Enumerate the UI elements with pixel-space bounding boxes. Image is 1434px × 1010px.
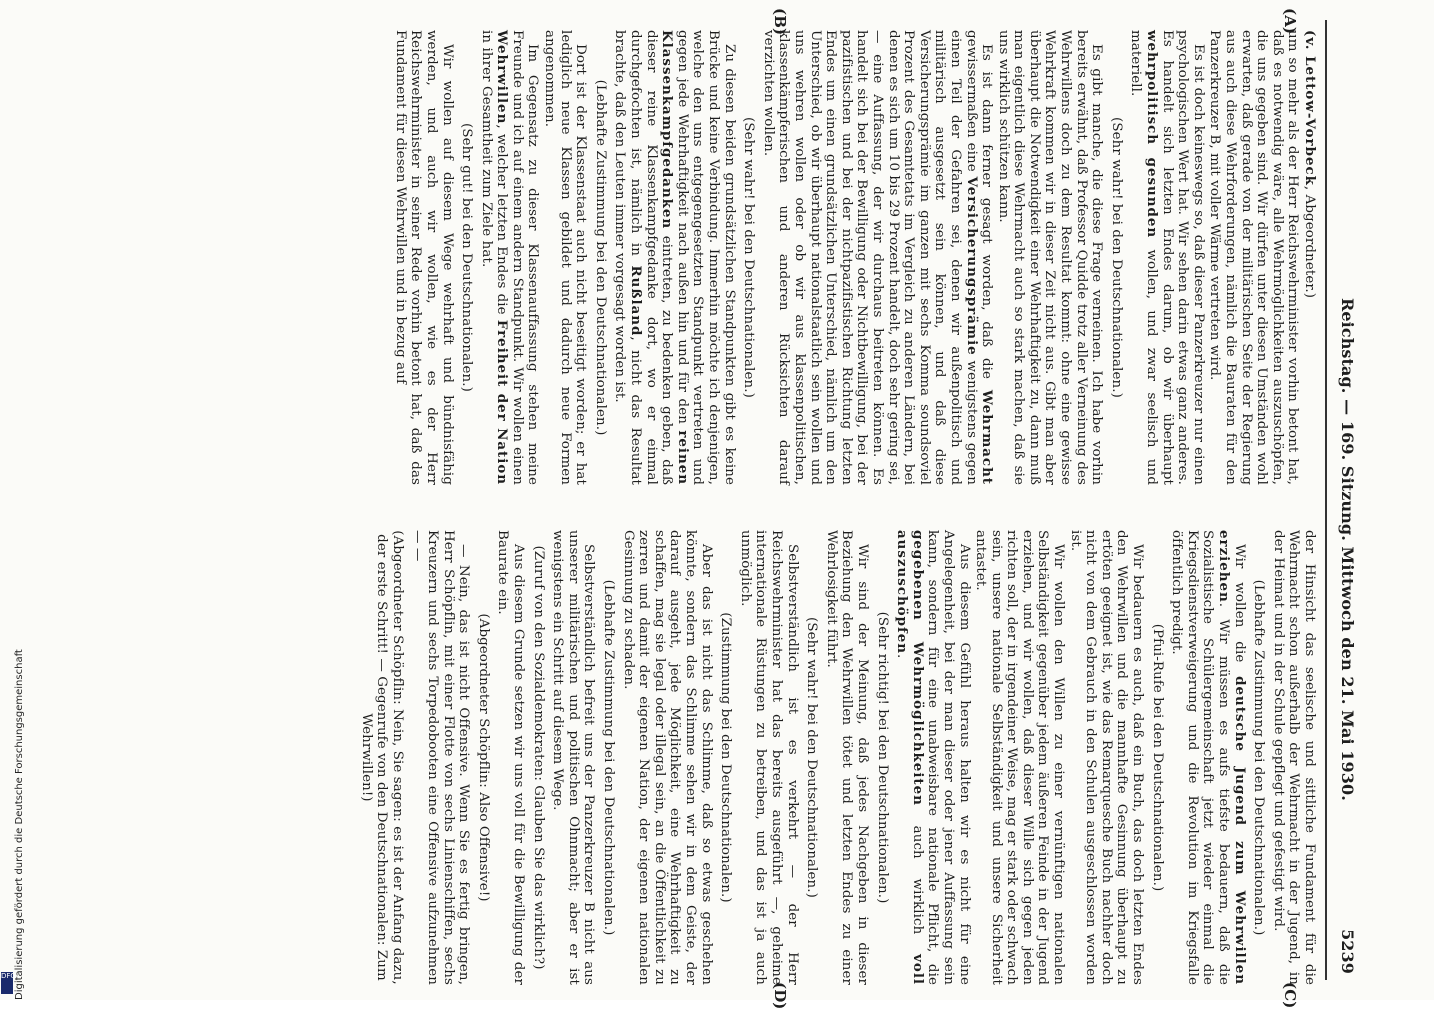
body-text: (Pfui-Rufe bei den Deutschnationalen.) [1149,623,1165,892]
body-text: (Lebhafte Zustimmung bei den Deutschnationalen.) [1251,579,1267,936]
left-column-paragraph [478,30,540,485]
body-text: gewissermaßen eine [963,30,979,177]
left-column-paragraph [592,30,608,485]
body-text: Wir wollen den Willen zu einer vernünftigen nationalen Selbständigkeit gegenüber jedem äußeren Feinde in der Jugend erziehen, und wir wollen, daß dieser Wille sich gegen jeden richten soll, der in irgendeiner Weise, mag er stark oder schwach sein, unsere nationale Selbständigkeit und unsere Sicherheit antastet. [973,530,1067,985]
left-column-paragraph [1108,30,1124,485]
body-text: in ihrer Gesamtheit zum Ziele hat. [478,30,494,268]
body-text: wenigstens gegen einen Teil der Gefahren sei, denen wir außenpolitisch und militärisch ausgesetzt sein können, und daß diese Versicherungsprämie im ganzen mit sechs Komma soundsoviel Prozent des Gesamtetats im Vergleich zu anderen Ländern, bei denen es sich um 10 bis 29 Prozent handelt, doch sehr gering sei, — eine Auffassung, der wir durchaus beitreten können. Es handelt sich bei der Bewilligung oder Nichtbewilligung, bei der pazifistischen und bei der nichtpazifistischen Richtung letzten Endes um einen grundsätzlichen Unterschied, nämlich um den Unterschied, ob wir überhaupt nationalstaatlich sein wollen und uns wehren wollen oder ob wir aus klassenpolitischen, klassenkämpferischen und anderen Rücksichten darauf verzichten wollen. [760,30,979,486]
right-column-paragraph [550,530,597,985]
body-text: Selbstverständlich befreit uns der Panzerkreuzer B nicht aus unserer militärischen und politischen Ohnmacht; aber er ist wenigstens ein Schritt auf diesem Wege. [550,530,597,985]
body-text: Aber das ist nicht das Schlimme, daß so etwas geschehen könnte, sondern das Schlimme sehen wir in dem Geiste, der darauf ausgeht, jede Möglichkeit, eine Wehrhaftigkeit zu schaffen, mag sie legal oder illegal sein, an die Öffentlichkeit zu zerren und damit der eigenen Nation, der eigenen nationalen Gesinnung zu schaden. [620,530,714,985]
text-column-right [354,530,1317,985]
body-text: Aus diesem Grunde setzen wir uns voll für die Bewilligung der Baurate ein. [495,530,527,985]
right-column-paragraph [620,530,714,985]
body-text: Es ist dann ferner gesagt worden, daß die [979,44,995,390]
body-text: . Wir müssen es aufs tiefste bedauern, daß die Sozialistische Schülergemeinschaft jetzt wieder einmal die Kriegsdienstverweigerung und die Revolution im Kriegsfalle öffentlich predigt. [1169,530,1232,985]
body-text: (Lebhafte Zustimmung bei den Deutschnationalen.) [592,79,608,436]
margin-marker-c: (C) [1281,982,1299,1009]
body-text: Es ist doch keineswegs so, daß dieser Panzerkreuzer nur einen psychologischen Wert hat. Wir sehen darin etwas ganz anderes. Es handelt sich letzten Endes darum, ob wir überhaupt [1159,30,1206,485]
margin-marker-d: (D) [771,982,789,1010]
body-text: , Abgeordneter.) [1302,185,1317,299]
body-text: (Sehr richtig! bei den Deutschnationalen.) [874,611,890,904]
left-column-paragraph [1207,30,1301,485]
right-column-paragraph [874,530,890,985]
left-column-paragraph [1301,30,1317,485]
body-text: . [894,654,910,659]
right-column-paragraph [1251,530,1267,985]
emphasized-text: Wehrwillen [494,30,511,125]
right-column-paragraph [495,530,526,985]
right-column-paragraph [475,530,491,985]
emphasized-text: gegebenen Wehrmöglichkeiten [909,530,926,806]
left-column-paragraph [612,30,737,485]
right-column-paragraph [718,530,734,985]
body-text: Wir sind der Meinung, daß jedes Nachgeben in dieser Beziehung den Wehrwillen tötet und letzten Endes zu einer Wehrlosigkeit führt. [823,530,870,985]
right-column-paragraph [894,530,972,985]
page-header [1333,38,1355,974]
body-text: Dort ist der Klassenstaat auch nicht beseitigt worden; er hat lediglich neue Klassen gebildet und dadurch neue Formen angenommen. [542,30,589,485]
margin-marker-b: (B) [771,8,789,36]
emphasized-text: wehrpolitisch gesunden [1144,30,1161,239]
credit-text: Digitalisierung gefördert durch die Deutsche Forschungsgemeinschaft [14,649,25,1000]
body-text: (Lebhafte Zustimmung bei den Deutschnationalen.) [601,579,617,936]
body-text: auch wirklich [909,805,925,955]
body-text: (Sehr gut! bei den Deutschnationalen.) [459,123,475,392]
digitization-credit [0,0,25,1000]
body-text: Im Gegensatz zu dieser Klassenauffassung stehen meine Freunde und ich auf einem andern Standpunkt. Wir wollen einen [509,30,541,485]
emphasized-text: Versicherungsprämie [963,176,980,356]
right-column-paragraph [823,530,870,985]
right-column-paragraph [1169,530,1247,985]
dfg-logo: DFG [1,972,13,994]
emphasized-text: (v. Lettow-Vorbeck [1302,30,1318,186]
right-column-paragraph [973,530,1067,985]
body-text: Aus diesem Gefühl heraus halten wir es nicht für eine Angelegenheit, bei der man dieser oder jener Auffassung sein kann, sondern für eine unabweisbare nationale Pflicht, die [925,530,972,985]
emphasized-text: Freiheit der Nation [494,319,511,486]
left-column-paragraph [995,30,1104,485]
right-column-paragraph [1270,530,1317,985]
body-text: um so mehr als der Herr Reichswehrminister vorhin betont hat, daß es notwendig wäre, alle Wehrmöglichkeiten auszuschöpfen, die uns gegeben sind. Wir dürfen unter diesen Umständen wohl erwarten, daß gerade von der militärischen Seite der Regierung aus auch diese Wehrforderungen, nämlich die Bauraten für den Panzerkreuzer B, mit voller Wärme vertreten wird. [1207,30,1301,485]
left-column-paragraph [741,30,757,485]
body-text: (Sehr wahr! bei den Deutschnationalen.) [1108,117,1124,398]
body-text: , welcher letzten Endes die [494,124,510,320]
body-text: — Nein, das ist nicht Offensive. Wenn Sie es fertig bringen, Herr Schöpflin, mit einer Flotte von sechs Linienschiffen, sechs Kreuzern und sechs Torpedobooten eine Offensive aufzunehmen — — [409,530,472,985]
body-text: , nicht das Resultat brachte, daß den Leuten immer vorgesagt worden ist. [612,30,644,486]
emphasized-text: voll auszuschöpfen [894,530,926,985]
right-column-paragraph [409,530,471,985]
emphasized-text: deutsche Jugend zum Wehrwillen erziehen [1216,530,1248,985]
body-text: Wir bedauern es auch, daß ein Buch, das doch letzten Endes den Wehrwillen und die mannhafte Gesinnung überhaupt zu ertöten geeignet ist, wie das Remarquesche Buch nachher doch nicht von dem Gebrauch in den Schulen ausgeschlossen worden ist. [1067,530,1146,985]
body-text: der Hinsicht das seelische und sittliche Fundament für die Wehrmacht schon außerhalb der Wehrmacht in der Jugend, in der Heimat und in der Schule gepflegt und gefestigt wird. [1270,530,1317,985]
right-column-paragraph [530,530,546,985]
body-text: (Sehr wahr! bei den Deutschnationalen.) [741,117,757,398]
margin-marker-a: (A) [1281,8,1299,35]
body-text: (Sehr wahr! bei den Deutschnationalen.) [804,617,820,898]
body-text: eintreten, zu bedenken geben, daß dieser reine Klassenkampfgedanke dort, wo er einmal durchgefochten ist, nämlich in [628,30,675,485]
rotated-page [67,0,1357,1010]
right-column-paragraph [358,530,405,985]
body-text: Wir wollen auf diesem Wege wehrhaft und bündnisfähig werden, und auch wir wollen, wie es der Herr Reichswehrminister in seiner Rede vorhin betont hat, daß das Fundament für diesen Wehrwillen und in bezug auf [392,30,455,485]
page-title: Reichstag. — 169. Sitzung. Mittwoch den 21. Mai 1930. [1338,298,1357,801]
right-column-paragraph [600,530,616,985]
right-column-paragraph [1067,530,1145,985]
body-text: (Abgeordneter Schöpflin: Nein, Sie sagen: es ist der Anfang dazu, der erste Schritt! — Gegenrufe von den Deutschnationalen: Zum Wehrwillen!) [358,530,405,985]
body-text: Zu diesen beiden grundsätzlichen Standpunkten gibt es keine Brücke und keine Verbindung. Immerhin möchte ich denjenigen, welche den uns entgegengesetzten Standpunkt vertreten und gegen jede Wehrhaftigkeit nach außen hin und für den [674,30,737,485]
left-column-paragraph [459,30,475,485]
body-text: wollen, und zwar seelisch und materiell. [1128,30,1160,485]
page-number: 5239 [1338,929,1357,974]
right-column-paragraph [1149,530,1165,985]
left-column-paragraph [392,30,454,485]
left-column-paragraph [1128,30,1206,485]
right-column-paragraph [737,530,799,985]
left-column-paragraph [542,30,589,485]
body-text: (Zuruf von den Sozialdemokraten: Glauben Sie das wirklich?) [530,545,546,970]
body-text: (Zustimmung bei den Deutschnationalen.) [718,612,734,903]
emphasized-text: Rußland [628,265,645,337]
right-column-paragraph [804,530,820,985]
header-rule [1325,20,1327,980]
body-text: Selbstverständlich ist es verkehrt — der Herr Reichswehrminister hat das bereits ausgeführt —, geheime internationale Rüstungen zu betreiben, und das ist ja auch unmöglich. [737,530,800,985]
emphasized-text: Wehrmacht [979,389,996,485]
body-text: (Abgeordneter Schöpflin: Also Offensive!) [475,613,491,902]
emphasized-text: reinen Klassenkampfgedanken [659,30,691,485]
body-text: Es gibt manche, die diese Frage verneinen. Ich habe vorhin bereits erwähnt, daß Professor Quidde trotz aller Verneinung des Wehrwillens doch zu dem Resultat kommt: ohne eine gewisse Wehrkraft kommen wir in dieser Zeit nicht aus. Gibt man aber überhaupt die Notwendigkeit einer Wehrhaftigkeit zu, dann muß man eigentlich diese Wehrmacht auch so stark machen, daß sie uns wirklich schützen kann. [995,30,1105,485]
body-text: Wir wollen die [1231,544,1247,677]
text-column-left [391,30,1317,485]
left-column-paragraph [760,30,994,485]
